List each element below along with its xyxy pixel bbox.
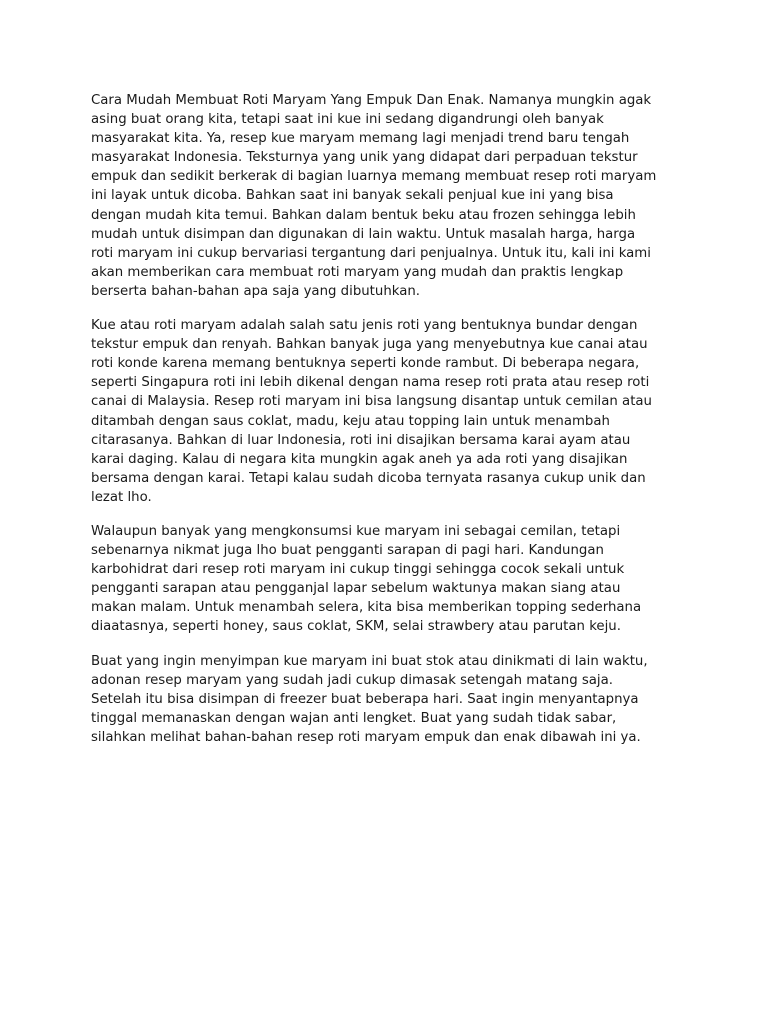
text-line: tinggal memanaskan dengan wajan anti lengket. Buat yang sudah tidak sabar,	[91, 710, 617, 726]
text-line: berserta bahan-bahan apa saja yang dibutuhkan.	[91, 283, 421, 299]
text-line: masyarakat kita. Ya, resep kue maryam memang lagi menjadi trend baru tengah	[91, 131, 630, 147]
text-line: akan memberikan cara membuat roti maryam yang mudah dan praktis lengkap	[91, 264, 624, 280]
text-line: adonan resep maryam yang sudah jadi cukup dimasak setengah matang saja.	[91, 672, 613, 688]
text-line: Cara Mudah Membuat Roti Maryam Yang Empuk Dan Enak. Namanya mungkin agak	[91, 93, 652, 108]
text-line: Buat yang ingin menyimpan kue maryam ini buat stok atau dinikmati di lain waktu,	[91, 653, 648, 669]
text-line: citarasanya. Bahkan di luar Indonesia, roti ini disajikan bersama karai ayam atau	[91, 432, 631, 448]
document-page	[91, 91, 685, 762]
text-line: tekstur empuk dan renyah. Bahkan banyak juga yang menyebutnya kue canai atau	[91, 337, 648, 353]
text-line: diaatasnya, seperti honey, saus coklat, SKM, selai strawbery atau parutan keju.	[91, 619, 621, 635]
text-line: lezat lho.	[91, 489, 152, 505]
text-line: Setelah itu bisa disimpan di freezer buat beberapa hari. Saat ingin menyantapnya	[91, 691, 639, 707]
text-line: bersama dengan karai. Tetapi kalau sudah dicoba ternyata rasanya cukup unik dan	[91, 470, 646, 486]
paragraph-1	[91, 91, 685, 301]
text-line: ditambah dengan saus coklat, madu, keju atau topping lain untuk menambah	[91, 413, 610, 429]
text-line: makan malam. Untuk menambah selera, kita bisa memberikan topping sederhana	[91, 600, 642, 616]
text-line: empuk dan sedikit berkerak di bagian luarnya memang membuat resep roti maryam	[91, 169, 657, 185]
text-line: karbohidrat dari resep roti maryam ini cukup tinggi sehingga cocok sekali untuk	[91, 562, 625, 578]
text-line: roti maryam ini cukup bervariasi tergantung dari penjualnya. Untuk itu, kali ini kami	[91, 245, 651, 261]
text-line: masyarakat Indonesia. Teksturnya yang unik yang didapat dari perpaduan tekstur	[91, 150, 638, 166]
text-line: sebenarnya nikmat juga lho buat pengganti sarapan di pagi hari. Kandungan	[91, 543, 604, 559]
paragraph-4	[91, 652, 685, 747]
text-line: pengganti sarapan atau pengganjal lapar sebelum waktunya makan siang atau	[91, 581, 621, 597]
text-line: Kue atau roti maryam adalah salah satu jenis roti yang bentuknya bundar dengan	[91, 318, 638, 334]
text-line: canai di Malaysia. Resep roti maryam ini bisa langsung disantap untuk cemilan atau	[91, 394, 652, 410]
text-line: asing buat orang kita, tetapi saat ini kue ini sedang digandrungi oleh banyak	[91, 112, 604, 128]
text-line: dengan mudah kita temui. Bahkan dalam bentuk beku atau frozen sehingga lebih	[91, 207, 636, 223]
text-line: mudah untuk disimpan dan digunakan di lain waktu. Untuk masalah harga, harga	[91, 226, 636, 242]
text-line: karai daging. Kalau di negara kita mungkin agak aneh ya ada roti yang disajikan	[91, 451, 628, 467]
text-line: Walaupun banyak yang mengkonsumsi kue maryam ini sebagai cemilan, tetapi	[91, 523, 621, 539]
paragraph-2	[91, 316, 685, 507]
text-line: silahkan melihat bahan-bahan resep roti maryam empuk dan enak dibawah ini ya.	[91, 729, 641, 745]
text-line: roti konde karena memang bentuknya seperti konde rambut. Di beberapa negara,	[91, 356, 640, 372]
text-line: ini layak untuk dicoba. Bahkan saat ini banyak sekali penjual kue ini yang bisa	[91, 188, 614, 204]
paragraph-3	[91, 522, 685, 637]
text-line: seperti Singapura roti ini lebih dikenal dengan nama resep roti prata atau resep roti	[91, 375, 650, 391]
